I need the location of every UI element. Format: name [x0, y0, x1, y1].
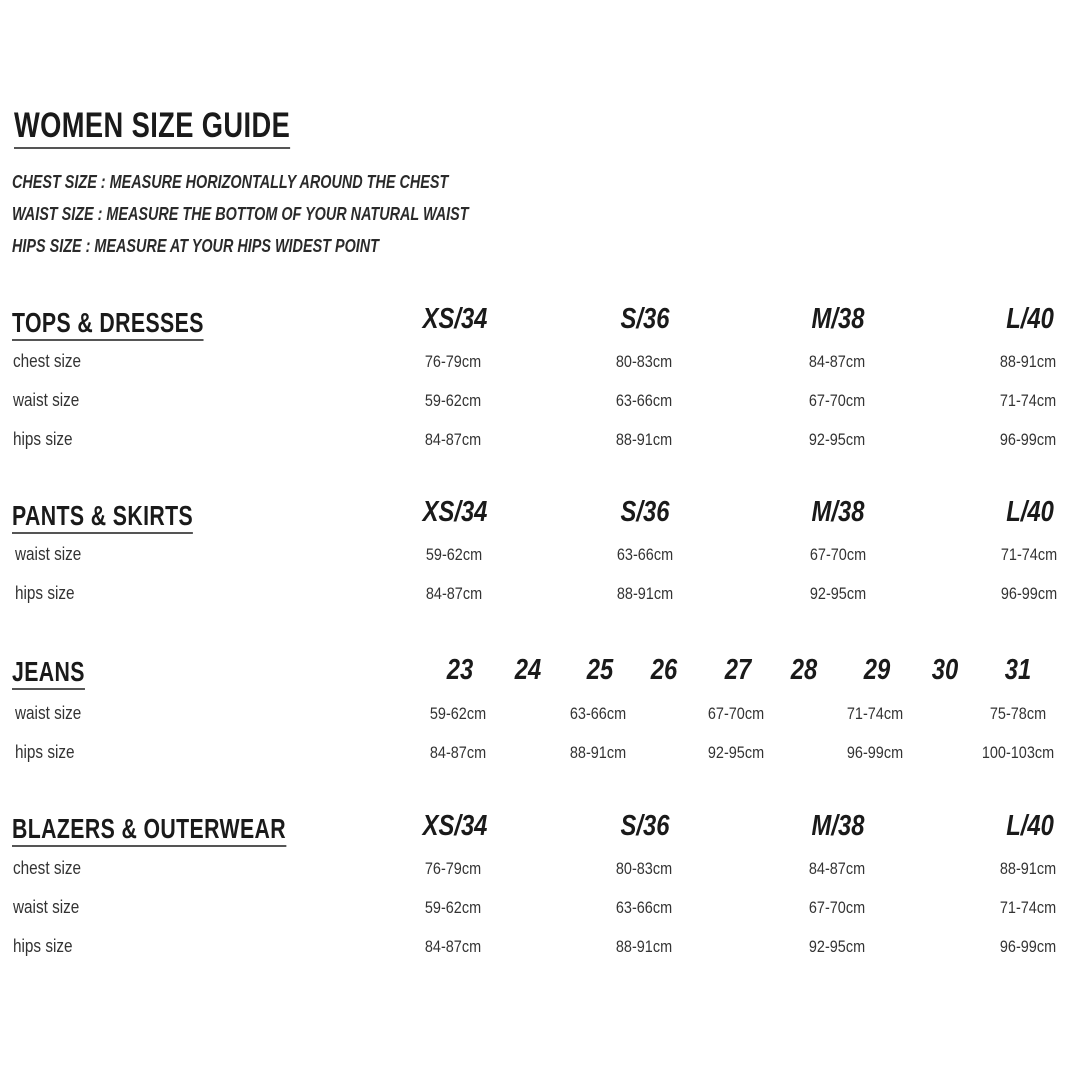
- section-title-pants: PANTS & SKIRTS: [12, 500, 193, 534]
- size-header: M/38: [811, 303, 865, 335]
- size-header: 25: [586, 654, 614, 686]
- table-cell: 92-95cm: [808, 937, 866, 956]
- size-header: L/40: [1006, 496, 1054, 528]
- table-cell: 96-99cm: [846, 743, 904, 762]
- table-cell: 84-87cm: [808, 859, 866, 878]
- section-title-jeans: JEANS: [12, 656, 85, 690]
- size-header: 27: [724, 654, 752, 686]
- table-cell: 67-70cm: [809, 545, 867, 564]
- table-cell: 80-83cm: [615, 352, 673, 371]
- table-cell: 92-95cm: [809, 584, 867, 603]
- table-cell: 67-70cm: [808, 898, 866, 917]
- size-header: M/38: [811, 810, 865, 842]
- table-cell: 76-79cm: [424, 859, 482, 878]
- size-header: 29: [863, 654, 891, 686]
- instruction-waist: WAIST SIZE : MEASURE THE BOTTOM OF YOUR NATURAL WAIST: [12, 204, 469, 224]
- table-cell: 100-103cm: [981, 743, 1055, 762]
- size-header: S/36: [620, 810, 670, 842]
- row-label: hips size: [13, 429, 73, 449]
- size-header: 31: [1004, 654, 1032, 686]
- table-cell: 63-66cm: [616, 545, 674, 564]
- page-title: WOMEN SIZE GUIDE: [14, 106, 290, 149]
- size-header: XS/34: [422, 810, 488, 842]
- table-cell: 96-99cm: [999, 937, 1057, 956]
- table-cell: 75-78cm: [989, 704, 1047, 723]
- size-header: L/40: [1006, 810, 1054, 842]
- table-cell: 84-87cm: [429, 743, 487, 762]
- table-cell: 88-91cm: [569, 743, 627, 762]
- section-title-blazers: BLAZERS & OUTERWEAR: [12, 813, 286, 847]
- table-cell: 67-70cm: [707, 704, 765, 723]
- table-cell: 67-70cm: [808, 391, 866, 410]
- row-label: hips size: [15, 742, 75, 762]
- row-label: waist size: [15, 703, 82, 723]
- table-cell: 84-87cm: [808, 352, 866, 371]
- row-label: waist size: [15, 544, 82, 564]
- table-cell: 71-74cm: [999, 391, 1057, 410]
- table-cell: 71-74cm: [846, 704, 904, 723]
- table-cell: 63-66cm: [615, 898, 673, 917]
- table-cell: 96-99cm: [1000, 584, 1058, 603]
- table-cell: 71-74cm: [1000, 545, 1058, 564]
- size-header: 30: [931, 654, 959, 686]
- table-cell: 88-91cm: [999, 352, 1057, 371]
- table-cell: 59-62cm: [425, 545, 483, 564]
- instruction-hips: HIPS SIZE : MEASURE AT YOUR HIPS WIDEST POINT: [12, 236, 379, 256]
- size-header: S/36: [620, 303, 670, 335]
- table-cell: 59-62cm: [429, 704, 487, 723]
- row-label: waist size: [13, 897, 80, 917]
- table-cell: 88-91cm: [616, 584, 674, 603]
- table-cell: 63-66cm: [615, 391, 673, 410]
- size-header: S/36: [620, 496, 670, 528]
- row-label: hips size: [13, 936, 73, 956]
- table-cell: 88-91cm: [615, 430, 673, 449]
- table-cell: 88-91cm: [615, 937, 673, 956]
- size-header: L/40: [1006, 303, 1054, 335]
- table-cell: 59-62cm: [424, 391, 482, 410]
- table-cell: 59-62cm: [424, 898, 482, 917]
- size-header: M/38: [811, 496, 865, 528]
- table-cell: 63-66cm: [569, 704, 627, 723]
- table-cell: 96-99cm: [999, 430, 1057, 449]
- size-header: XS/34: [422, 303, 488, 335]
- size-header: XS/34: [422, 496, 488, 528]
- table-cell: 92-95cm: [808, 430, 866, 449]
- table-cell: 92-95cm: [707, 743, 765, 762]
- row-label: chest size: [13, 351, 82, 371]
- table-cell: 80-83cm: [615, 859, 673, 878]
- section-title-tops: TOPS & DRESSES: [12, 307, 204, 341]
- row-label: hips size: [15, 583, 75, 603]
- table-cell: 84-87cm: [424, 937, 482, 956]
- table-cell: 76-79cm: [424, 352, 482, 371]
- table-cell: 71-74cm: [999, 898, 1057, 917]
- size-header: 23: [446, 654, 474, 686]
- instruction-chest: CHEST SIZE : MEASURE HORIZONTALLY AROUND THE CHEST: [12, 172, 449, 192]
- row-label: waist size: [13, 390, 80, 410]
- size-header: 26: [650, 654, 678, 686]
- size-header: 24: [514, 654, 542, 686]
- row-label: chest size: [13, 858, 82, 878]
- table-cell: 88-91cm: [999, 859, 1057, 878]
- size-header: 28: [790, 654, 818, 686]
- table-cell: 84-87cm: [425, 584, 483, 603]
- table-cell: 84-87cm: [424, 430, 482, 449]
